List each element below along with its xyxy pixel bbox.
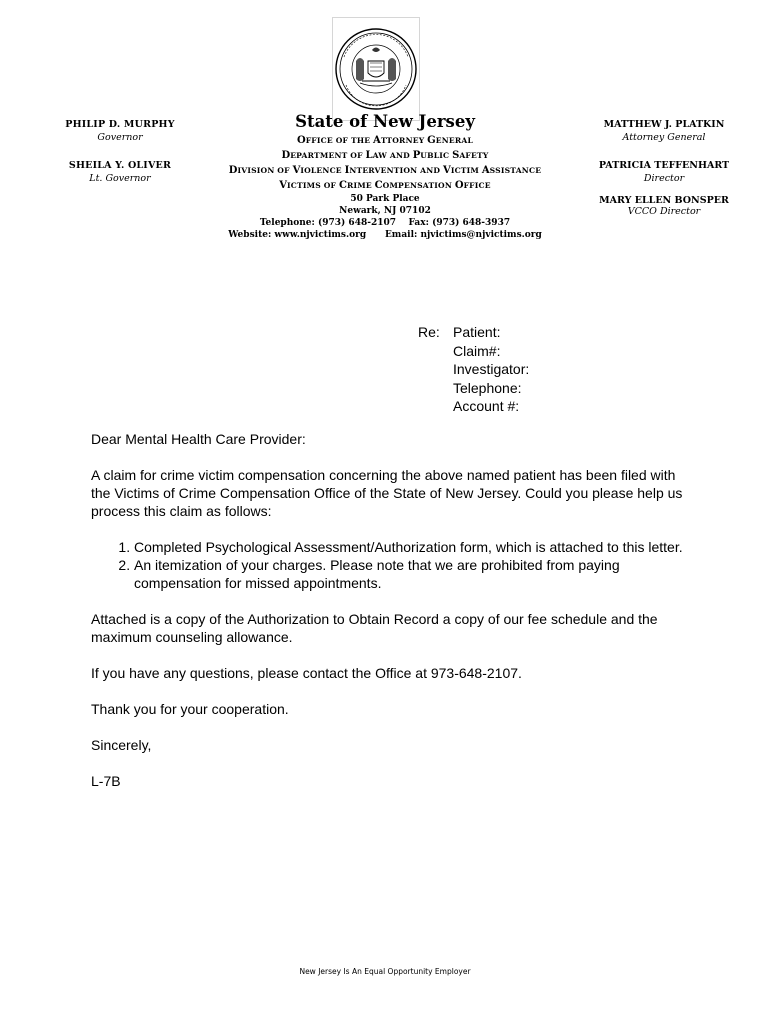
paragraph-attachment: Attached is a copy of the Authorization to Obtain Record a copy of our fee schedule and the maximum counseling allowance. — [91, 611, 658, 645]
state-title: State of New Jersey — [295, 112, 475, 131]
website-email-line: Website: www.njvictims.org Email: njvictims@njvictims.org — [228, 230, 542, 240]
state-seal-logo — [332, 17, 420, 121]
phone-fax-line: Telephone: (973) 648-2107 Fax: (973) 648-3937 — [259, 218, 511, 228]
letterhead — [190, 112, 580, 241]
office-line: OFFICE OF THE ATTORNEY GENERAL — [297, 135, 473, 146]
request-list — [91, 538, 691, 592]
re-patient: Patient: — [453, 324, 501, 340]
officials-block — [578, 119, 750, 217]
department-line: DEPARTMENT OF LAW AND PUBLIC SAFETY — [281, 150, 489, 161]
director-name: PATRICIA TEFFENHART — [598, 160, 730, 171]
lt-governor-name: SHEILA Y. OLIVER — [68, 160, 172, 171]
paragraph-thanks: Thank you for your cooperation. — [91, 701, 289, 717]
salutation: Dear Mental Health Care Provider: — [91, 431, 306, 447]
re-investigator: Investigator: — [453, 361, 530, 377]
victims-office-line: VICTIMS OF CRIME COMPENSATION OFFICE — [279, 180, 491, 191]
list-item: 2. An itemization of your charges. Please note that we are prohibited from paying compensation for missed appointments. — [134, 556, 691, 592]
re-label: Re: — [418, 324, 440, 340]
governor-name: PHILIP D. MURPHY — [65, 119, 175, 130]
letter-body — [91, 430, 691, 790]
director-title: Director — [643, 173, 685, 184]
division-line: DIVISION OF VIOLENCE INTERVENTION AND VICTIM ASSISTANCE — [228, 165, 542, 176]
form-code: L-7B — [91, 773, 121, 789]
governor-block — [40, 119, 200, 184]
re-account: Account #: — [453, 398, 520, 414]
paragraph-questions: If you have any questions, please contact the Office at 973-648-2107. — [91, 665, 522, 681]
re-telephone: Telephone: — [453, 379, 522, 396]
attorney-general-title: Attorney General — [622, 132, 706, 143]
attorney-general-name: MATTHEW J. PLATKIN — [603, 119, 725, 130]
vcco-director-title: VCCO Director — [627, 206, 701, 217]
paragraph-claim: A claim for crime victim compensation concerning the above named patient has been filed with the Victims of Crime Compensation Office of the State of New Jersey. Could you please help us process this claim as follows: — [91, 467, 683, 519]
lt-governor-title: Lt. Governor — [89, 173, 151, 184]
vcco-director-name: MARY ELLEN BONSPER — [599, 195, 729, 206]
list-item: 1. Completed Psychological Assessment/Authorization form, which is attached to this letter. — [134, 538, 691, 556]
closing: Sincerely, — [91, 737, 152, 753]
footer-equal-opportunity: New Jersey Is An Equal Opportunity Employer — [299, 967, 471, 976]
governor-title: Governor — [97, 132, 143, 143]
re-claim: Claim#: — [453, 342, 501, 359]
street-address: 50 Park Place — [350, 194, 420, 204]
city-address: Newark, NJ 07102 — [339, 206, 431, 216]
